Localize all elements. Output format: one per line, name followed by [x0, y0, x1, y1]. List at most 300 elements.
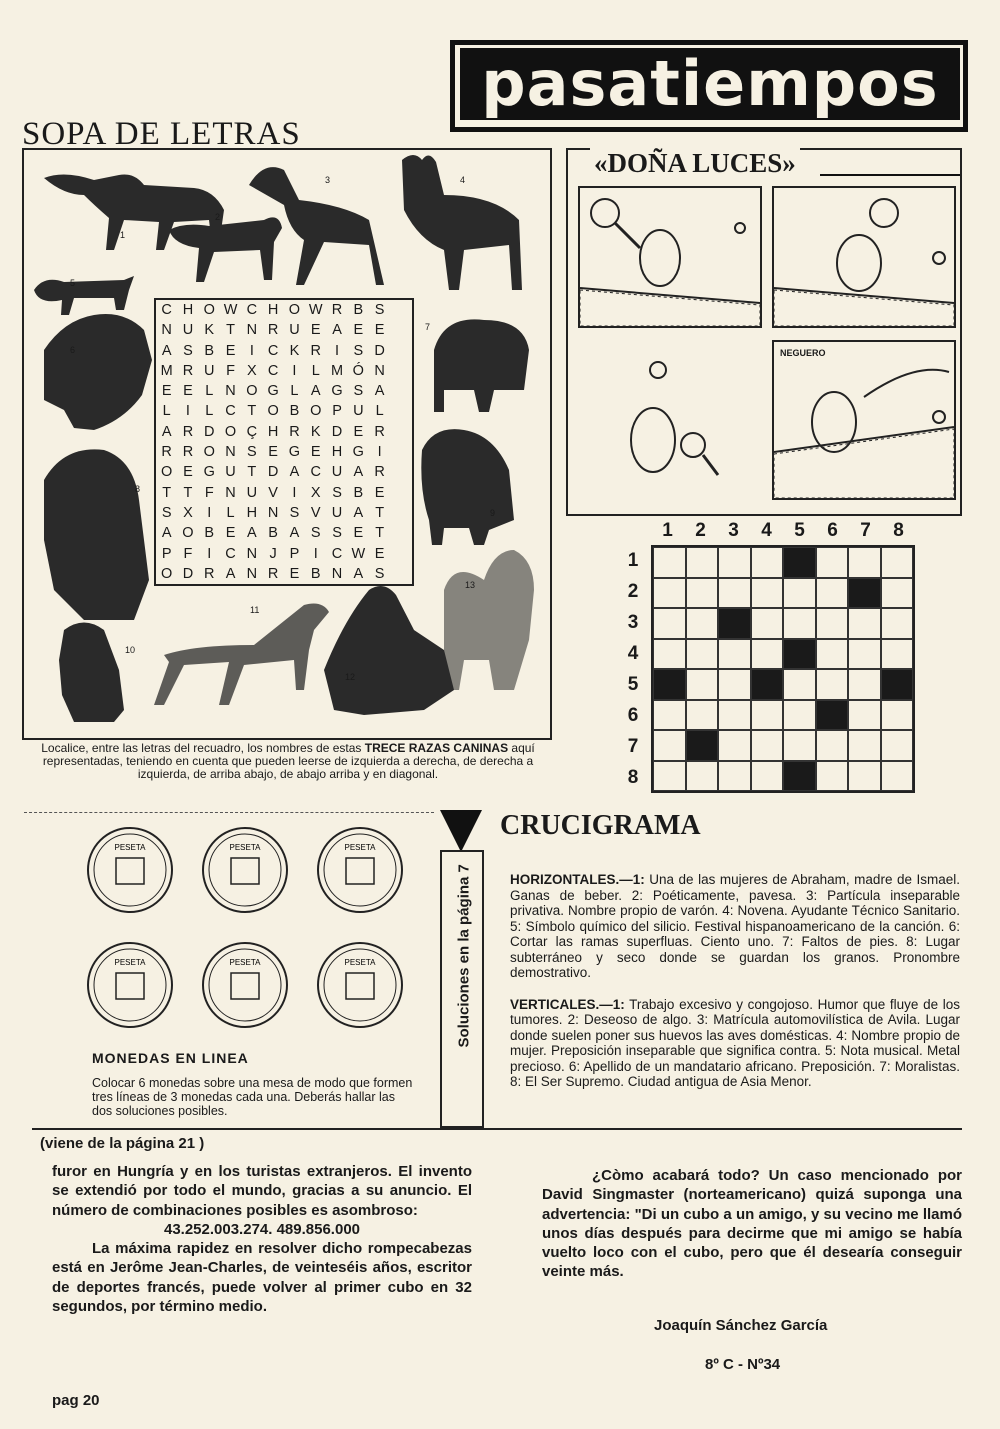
word-search-row [156, 361, 412, 381]
word-search-letter: G [267, 383, 279, 400]
word-search-row [156, 503, 412, 523]
issue-number: 8º C - Nº34 [705, 1356, 781, 1373]
dog-number: 10 [125, 645, 136, 655]
article-divider [32, 1128, 962, 1130]
crossword-cell[interactable] [816, 639, 849, 670]
word-search-letter: L [311, 362, 320, 379]
word-search-letter: E [289, 565, 300, 582]
dog-number: 6 [70, 345, 76, 355]
word-search-letter: B [310, 565, 321, 582]
word-search-letter: E [183, 464, 193, 481]
word-search-letter: Ó [352, 362, 364, 379]
word-search-letter: D [331, 423, 343, 440]
comic-panel-2 [772, 186, 956, 328]
word-search-letter: O [203, 302, 215, 318]
word-search-letter: S [310, 525, 321, 542]
crossword-cell[interactable] [783, 669, 816, 700]
crossword-cell[interactable] [881, 547, 914, 578]
combinations-number: 43.252.003.274. 489.856.000 [163, 1220, 361, 1238]
dog-13-illustration [444, 550, 534, 690]
word-search-letter: W [308, 302, 323, 318]
crossword-cell[interactable] [686, 547, 719, 578]
crossword-cell[interactable] [881, 700, 914, 731]
crossword-black-cell [783, 761, 816, 792]
word-search-letter: R [161, 444, 172, 461]
horizontales-label: HORIZONTALES.—1: [510, 872, 645, 887]
crossword-clues [510, 872, 960, 1106]
dog-number: 11 [250, 605, 260, 615]
crossword-black-cell [653, 669, 686, 700]
column-label: 3 [728, 520, 739, 541]
word-search-row [156, 544, 412, 564]
dog-number: 1 [120, 230, 126, 240]
word-search-letter: S [332, 525, 342, 542]
crossword-grid [651, 545, 915, 793]
crossword-cell[interactable] [881, 639, 914, 670]
word-search-row [156, 483, 412, 503]
word-search-letter: L [226, 504, 235, 521]
word-search-letter: N [161, 322, 172, 339]
dog-number: 2 [215, 212, 221, 222]
coin-label: PESETA [344, 843, 376, 852]
word-search-letter: E [225, 342, 236, 359]
horizontales-clues [510, 872, 960, 981]
word-search-letter: E [353, 423, 364, 440]
row-label: 8 [627, 767, 639, 788]
row-label: 6 [627, 705, 639, 726]
crossword-cell[interactable] [783, 700, 816, 731]
crossword-cell[interactable] [686, 639, 719, 670]
word-search-letter: C [246, 302, 258, 318]
crossword-cell[interactable] [816, 578, 849, 609]
word-search-letter: N [246, 322, 258, 339]
crossword-cell[interactable] [881, 761, 914, 792]
crossword-cell[interactable] [718, 730, 751, 761]
crossword-cell[interactable] [653, 700, 686, 731]
word-search-letter: G [352, 444, 364, 461]
comic-panel-1 [578, 186, 762, 328]
word-search-letter: E [374, 484, 385, 501]
row-label: 4 [627, 643, 639, 664]
solutions-note: Soluciones en la página 7 [455, 864, 473, 1048]
row-label: 3 [627, 612, 639, 633]
article-left-p2: La máxima rapidez en resolver dicho rompecabezas está en Jerôme Jean-Charles, de veinteséis años, escritor de deportes francés, puede volver al primer cubo en 32 segundos, por término medio. [52, 1240, 472, 1316]
article-right-p1: ¿Còmo acabará todo? Un caso mencionado por David Singmaster (norteamericano) quizá suponga una advertencia: "Di un cubo a un amigo, y su vecino me llamó unos días después para decirme que mi amigo se había vuelto loco con el cubo, pero que él desearía conseguir veinte más. [542, 1167, 962, 1281]
crossword-cell[interactable] [718, 700, 751, 731]
word-search-letter: A [289, 525, 300, 542]
word-search-letter: B [353, 302, 364, 318]
word-search-letter: I [207, 545, 212, 562]
word-search-letter: L [162, 403, 171, 420]
word-search-letter: R [374, 464, 385, 481]
dog-number: 5 [70, 278, 76, 288]
crossword-cell[interactable] [783, 608, 816, 639]
comic-signature: NEGUERO [780, 348, 826, 358]
solutions-arrow-icon [438, 808, 484, 854]
word-search-letter: P [332, 403, 342, 420]
crossword-cell[interactable] [816, 669, 849, 700]
word-search-letter: H [267, 302, 279, 318]
word-search-letter: P [161, 545, 172, 562]
comic-panel-4 [772, 340, 956, 500]
dog-7-illustration [434, 319, 529, 412]
word-search-letter: H [331, 444, 343, 461]
word-search-letter: B [268, 525, 278, 542]
crossword-cell[interactable] [751, 547, 784, 578]
crossword-black-cell [881, 669, 914, 700]
crossword-cell[interactable] [751, 578, 784, 609]
word-search-letter: D [374, 342, 385, 359]
comic-panel-1-drawing [580, 188, 760, 326]
crossword-black-cell [751, 669, 784, 700]
crossword-cell[interactable] [653, 608, 686, 639]
column-label: 8 [893, 520, 904, 541]
word-search-letter: E [225, 525, 236, 542]
word-search-letter: S [289, 504, 300, 521]
crossword-cell[interactable] [751, 639, 784, 670]
word-search-letter: I [292, 484, 297, 501]
word-search-letter: D [267, 464, 279, 481]
crossword-cell[interactable] [751, 730, 784, 761]
word-search-letter: N [225, 484, 236, 501]
word-search-letter: O [267, 403, 279, 420]
word-search-letter: O [203, 444, 215, 461]
article-left-column [52, 1162, 472, 1316]
coin-label: PESETA [344, 958, 376, 967]
word-search-letter: U [331, 504, 343, 521]
word-search-letter: X [247, 362, 257, 379]
row-label: 5 [627, 674, 639, 695]
word-search-letter: R [182, 362, 194, 379]
word-search-letter: E [183, 383, 193, 400]
comic-panel-3 [578, 340, 762, 500]
article-author: Joaquín Sánchez García [654, 1317, 828, 1334]
coin-icon [203, 943, 287, 1027]
crossword-black-cell [718, 608, 751, 639]
word-search-letter: F [226, 362, 235, 379]
word-search-letter: V [310, 504, 321, 521]
dog-number: 4 [460, 175, 466, 185]
word-search-letter: E [374, 545, 385, 562]
word-search-letter: C [161, 302, 172, 318]
word-search-letter: A [289, 464, 300, 481]
dog-5-illustration [34, 276, 134, 315]
crossword-cell[interactable] [881, 578, 914, 609]
crossword-cell[interactable] [653, 639, 686, 670]
word-search-letter: R [267, 565, 279, 582]
article-left-p1: furor en Hungría y en los turistas extranjeros. El invento se extendió por todo el mundo, gracias a su anuncio. El número de combinaciones posibles es asombroso: [52, 1163, 472, 1219]
word-search-letter: N [331, 565, 343, 582]
word-search-letter: E [310, 444, 321, 461]
word-search-letter: A [161, 525, 172, 542]
word-search-letter: U [289, 322, 300, 339]
word-search-letter: A [161, 342, 172, 359]
crucigrama-title: CRUCIGRAMA [500, 810, 701, 841]
word-search-letter: E [374, 322, 385, 339]
word-search-letter: H [182, 302, 194, 318]
word-search-row [156, 564, 412, 584]
word-search-letter: L [375, 403, 384, 420]
verticales-label: VERTICALES.—1: [510, 996, 625, 1012]
crossword-cell[interactable] [686, 669, 719, 700]
word-search-letter: O [161, 565, 173, 582]
dog-number: 12 [345, 672, 356, 682]
word-search-letter: H [267, 423, 279, 440]
column-label: 6 [827, 520, 838, 541]
crossword-cell[interactable] [848, 730, 881, 761]
word-search-letter: H [246, 504, 258, 521]
crossword-cell[interactable] [653, 547, 686, 578]
crossword-cell[interactable] [718, 639, 751, 670]
word-search-letter: A [310, 383, 321, 400]
word-search-letter: U [225, 464, 236, 481]
dog-number: 3 [325, 175, 331, 185]
crossword-cell[interactable] [718, 578, 751, 609]
word-search-letter: O [310, 403, 322, 420]
word-search-letter: X [183, 504, 193, 521]
crossword-cell[interactable] [848, 761, 881, 792]
word-search-letter: G [288, 444, 301, 461]
word-search-row [156, 300, 412, 320]
row-label: 2 [627, 581, 639, 602]
crossword-cell[interactable] [718, 761, 751, 792]
word-search-letter: E [268, 444, 278, 461]
crossword-cell[interactable] [686, 761, 719, 792]
word-search-letter: P [289, 545, 300, 562]
word-search-letter: L [290, 383, 299, 400]
word-search-letter: M [330, 362, 344, 379]
crossword-cell[interactable] [751, 761, 784, 792]
comic-panel-4-drawing [774, 342, 954, 498]
crossword-cell[interactable] [848, 700, 881, 731]
word-search-letter: V [268, 484, 278, 501]
crossword-cell[interactable] [751, 700, 784, 731]
instructions-bold: TRECE RAZAS CANINAS [364, 741, 509, 755]
word-search-letter: S [353, 342, 364, 359]
word-search-instructions [24, 742, 552, 781]
word-search-letter: B [204, 525, 215, 542]
word-search-letter: W [223, 302, 238, 318]
viene-de-pagina: (viene de la página 21 ) [40, 1135, 205, 1152]
column-label: 4 [761, 520, 772, 541]
crossword-black-cell [686, 730, 719, 761]
word-search-letter: K [310, 423, 321, 440]
word-search-letter: C [310, 464, 321, 481]
word-search-letter: I [292, 362, 297, 379]
coin-label: PESETA [229, 958, 261, 967]
instructions-text: aquí representadas, teniendo en cuenta que pueden leerse de izquierda a derecha, de derecha a izquierda, de arriba abajo, de abajo arriba y en diagonal. [42, 741, 535, 781]
crossword-cell[interactable] [816, 547, 849, 578]
word-search-letter: A [247, 525, 257, 542]
word-search-letter: R [289, 423, 300, 440]
crossword-black-cell [848, 578, 881, 609]
word-search-letter: F [183, 545, 193, 562]
crossword-cell[interactable] [686, 608, 719, 639]
word-search-letter: R [374, 423, 385, 440]
coins-drawing [80, 820, 420, 1050]
dog-number: 9 [490, 508, 496, 518]
monedas-text: Colocar 6 monedas sobre una mesa de modo que formen tres líneas de 3 monedas cada una. Deberás hallar las dos soluciones posibles. [92, 1076, 413, 1118]
word-search-letter: O [246, 383, 258, 400]
word-search-letter: I [207, 504, 212, 521]
crossword-cell[interactable] [653, 730, 686, 761]
crossword-cell[interactable] [751, 608, 784, 639]
comic-panel-3-drawing [578, 340, 758, 496]
word-search-letter: R [182, 444, 194, 461]
word-search-letter: N [374, 362, 385, 379]
crossword-black-cell [783, 639, 816, 670]
word-search-letter: W [351, 545, 366, 562]
crossword-cell[interactable] [653, 761, 686, 792]
crossword-cell[interactable] [686, 578, 719, 609]
column-label: 5 [794, 520, 805, 541]
word-search-letter: E [310, 322, 321, 339]
word-search-letter: U [204, 362, 215, 379]
crossword-cell[interactable] [881, 608, 914, 639]
dog-9-illustration [421, 429, 514, 545]
verticales-clues [510, 997, 960, 1090]
word-search-letter: S [247, 444, 257, 461]
crossword-cell[interactable] [848, 547, 881, 578]
word-search-letter: B [353, 484, 364, 501]
word-search-letter: I [377, 444, 382, 461]
word-search-letter: S [374, 565, 385, 582]
dog-number: 7 [425, 322, 431, 332]
word-search-letter: N [225, 383, 236, 400]
crossword-cell[interactable] [718, 669, 751, 700]
page-number: pag 20 [52, 1392, 100, 1409]
crossword-cell[interactable] [816, 730, 849, 761]
sopa-title: SOPA DE LETRAS [22, 116, 301, 152]
word-search-row [156, 320, 412, 340]
word-search-letter: E [161, 383, 172, 400]
word-search-letter: M [160, 362, 173, 379]
word-search-grid [154, 298, 414, 586]
column-label: 1 [662, 520, 673, 541]
dog-10-illustration [59, 623, 124, 723]
word-search-letter: D [204, 423, 215, 440]
word-search-letter: F [204, 484, 214, 501]
horizontales-text: Una de las mujeres de Abraham, madre de Ismael. Ganas de beber. 2: Poéticamente, pavesa. 3: Partícula inseparable privativa. Nombre propio de varón. 4: Novena. Ayudante Técnico Sanitario. 5: Símbolo químico del silicio. Festival hispanoamericano de la canción. 6: Cortar las ramas superfluas. Ciento uno. 7: Faltos de pies. 8: Lugar subterráneo y seco donde se guardan los granos. Pronombre demostrativo. [510, 872, 960, 980]
word-search-letter: E [353, 525, 364, 542]
word-search-letter: J [269, 545, 277, 562]
word-search-letter: R [331, 302, 343, 318]
word-search-letter: S [374, 302, 385, 318]
word-search-letter: A [353, 464, 364, 481]
word-search-letter: N [225, 444, 236, 461]
crossword-cell[interactable] [848, 608, 881, 639]
crossword-cell[interactable] [686, 700, 719, 731]
word-search-letter: K [289, 342, 300, 359]
word-search-letter: I [335, 342, 340, 359]
dog-6-illustration [44, 314, 152, 430]
crossword-black-cell [783, 547, 816, 578]
crossword-cell[interactable] [816, 761, 849, 792]
word-search-letter: O [288, 302, 301, 318]
crossword-cell[interactable] [848, 639, 881, 670]
word-search-letter: I [313, 545, 318, 562]
dog-number: 13 [465, 580, 476, 590]
word-search-letter: D [182, 565, 194, 582]
coin-label: PESETA [114, 843, 146, 852]
row-label: 7 [627, 736, 639, 757]
word-search-letter: T [375, 504, 385, 521]
coin-icon [88, 828, 172, 912]
word-search-letter: T [162, 484, 172, 501]
word-search-letter: B [289, 403, 300, 420]
word-search-letter: R [182, 423, 194, 440]
crossword-cell[interactable] [848, 669, 881, 700]
column-label: 2 [695, 520, 706, 541]
comic-title: «DOÑA LUCES» [590, 148, 800, 179]
crossword-row-labels [620, 545, 646, 793]
dog-11-illustration [154, 604, 329, 705]
word-search-letter: A [225, 565, 236, 582]
monedas-title: MONEDAS EN LINEA [92, 1050, 249, 1066]
crossword-cell[interactable] [718, 547, 751, 578]
word-search-letter: A [353, 504, 364, 521]
word-search-letter: A [374, 383, 385, 400]
crossword-cell[interactable] [783, 578, 816, 609]
coin-label: PESETA [229, 843, 261, 852]
word-search-letter: N [267, 504, 279, 521]
word-search-letter: T [247, 464, 257, 481]
word-search-letter: A [161, 423, 172, 440]
word-search-letter: A [332, 322, 342, 339]
word-search-row [156, 401, 412, 421]
word-search-letter: N [246, 545, 258, 562]
word-search-row [156, 422, 412, 442]
section-divider [24, 812, 434, 814]
coin-icon [203, 828, 287, 912]
crossword-cell[interactable] [816, 608, 849, 639]
word-search-letter: C [225, 545, 236, 562]
word-search-letter: U [246, 484, 258, 501]
dog-number: 8 [135, 484, 141, 494]
article-right-column [542, 1166, 962, 1282]
word-search-letter: E [353, 322, 364, 339]
comic-panel-2-drawing [774, 188, 954, 326]
word-search-row [156, 341, 412, 361]
crossword-black-cell [816, 700, 849, 731]
word-search-letter: I [185, 403, 190, 420]
dog-12-illustration [324, 586, 454, 715]
word-search-letter: O [161, 464, 173, 481]
coin-icon [318, 828, 402, 912]
column-label: 7 [860, 520, 871, 541]
word-search-letter: G [203, 464, 215, 481]
word-search-row [156, 381, 412, 401]
word-search-letter: T [375, 525, 385, 542]
word-search-letter: S [353, 383, 364, 400]
word-search-letter: L [205, 403, 214, 420]
word-search-letter: C [331, 545, 343, 562]
word-search-letter: G [331, 383, 343, 400]
coin-label: PESETA [114, 958, 146, 967]
word-search-letter: X [310, 484, 321, 501]
word-search-row [156, 462, 412, 482]
verticales-text: Trabajo excesivo y congojoso. Humor que fluye de los tumores. 2: Deseoso de algo. 3: Matrícula automovilística de Avila. Lugar donde suelen poner sus huevos las aves domésticas. 4: Nombre propio de mujer. Preposición inseparable que significa contra. 5: Nota musical. Metal precioso. 6: Apellido de un mandatario africano. Preposición. 7: Moralistas. 8: El Ser Supremo. Ciudad antigua de Asia Menor. [510, 996, 960, 1089]
crossword-cell[interactable] [653, 578, 686, 609]
word-search-letter: L [205, 383, 214, 400]
word-search-letter: B [204, 342, 215, 359]
crossword-cell[interactable] [783, 730, 816, 761]
crossword-cell[interactable] [881, 730, 914, 761]
instructions-text: Localice, entre las letras del recuadro, los nombres de estas [41, 741, 365, 755]
dog-2-illustration [169, 217, 282, 282]
word-search-letter: Ç [246, 423, 258, 440]
word-search-letter: T [247, 403, 257, 420]
